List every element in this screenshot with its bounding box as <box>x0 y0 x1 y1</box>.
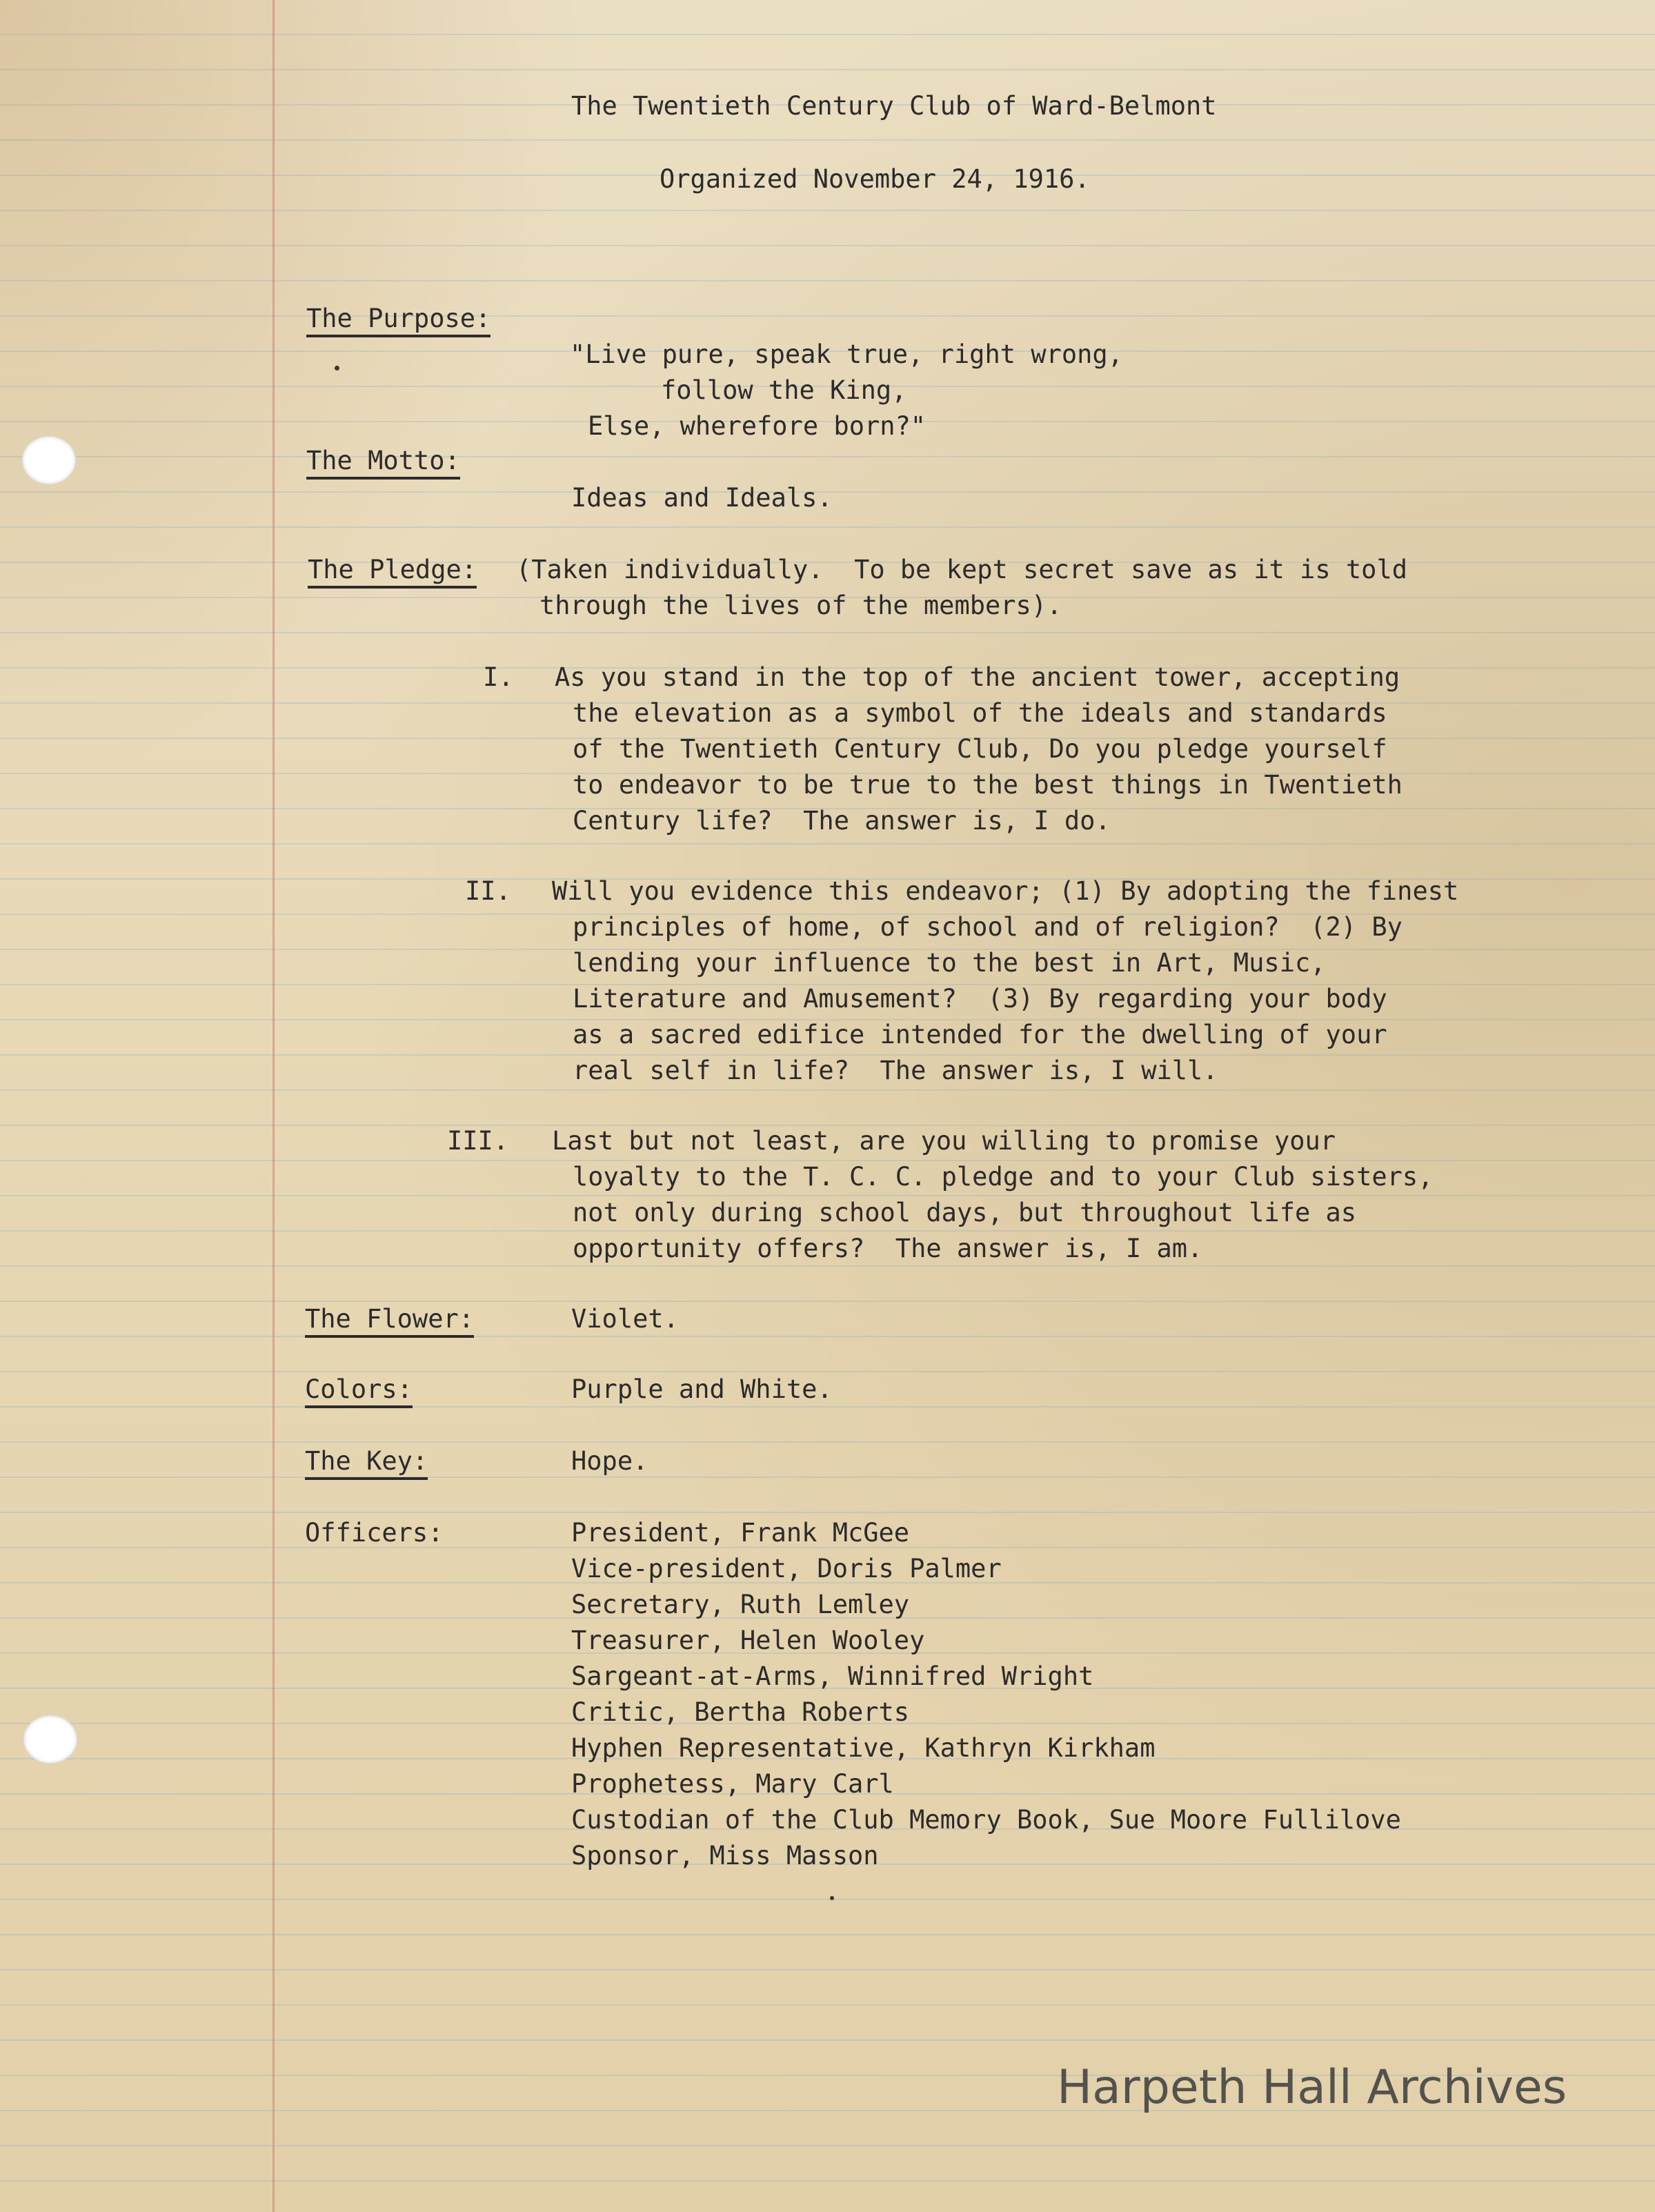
pledge-line: Literature and Amusement? (3) By regarding your body <box>573 984 1387 1014</box>
pledge-line: Last but not least, are you willing to promise your <box>552 1126 1336 1156</box>
archive-watermark: Harpeth Hall Archives <box>1057 2060 1567 2115</box>
pledge-line: not only during school days, but throughout life as <box>573 1198 1357 1227</box>
key-value: Hope. <box>571 1446 648 1476</box>
punch-hole-bottom <box>23 1715 77 1764</box>
stray-ink-dot <box>830 1896 834 1900</box>
purpose-line: "Live pure, speak true, right wrong, <box>570 339 1123 369</box>
key-label: The Key: <box>305 1443 428 1479</box>
pledge-line: lending your influence to the best in Art, Music, <box>573 948 1326 978</box>
punch-hole-top <box>22 436 76 484</box>
officers-label: Officers: <box>305 1518 444 1548</box>
stray-ink-dot <box>335 366 339 371</box>
flower-label: The Flower: <box>305 1301 474 1336</box>
pledge-intro-line: (Taken individually. To be kept secret save as it is told <box>516 555 1408 584</box>
pledge-line: loyalty to the T. C. C. pledge and to your Club sisters, <box>573 1162 1434 1192</box>
pledge-line: Century life? The answer is, I do. <box>573 806 1111 836</box>
officer-entry: Prophetess, Mary Carl <box>571 1769 894 1799</box>
pledge-label: The Pledge: <box>308 552 477 587</box>
document-title: The Twentieth Century Club of Ward-Belmont <box>571 91 1217 121</box>
pledge-line: Will you evidence this endeavor; (1) By adopting the finest <box>552 876 1459 906</box>
organized-date: Organized November 24, 1916. <box>660 164 1090 194</box>
colors-label: Colors: <box>305 1372 413 1407</box>
pledge-line: As you stand in the top of the ancient tower, accepting <box>555 662 1400 692</box>
pledge-line: to endeavor to be true to the best things in Twentieth <box>573 770 1403 800</box>
colors-value: Purple and White. <box>571 1374 833 1404</box>
officer-entry: Sargeant-at-Arms, Winnifred Wright <box>571 1661 1094 1691</box>
officer-entry: Critic, Bertha Roberts <box>571 1697 910 1727</box>
flower-value: Violet. <box>571 1304 679 1334</box>
officer-entry: Vice-president, Doris Palmer <box>571 1554 1002 1583</box>
pledge-line: as a sacred edifice intended for the dwelling of your <box>573 1020 1387 1049</box>
pledge-line: of the Twentieth Century Club, Do you pledge yourself <box>573 734 1387 764</box>
motto-value: Ideas and Ideals. <box>571 483 833 513</box>
motto-label: The Motto: <box>306 443 460 478</box>
pledge-numeral: III. <box>447 1126 509 1156</box>
officer-entry: Sponsor, Miss Masson <box>571 1841 879 1870</box>
pledge-line: the elevation as a symbol of the ideals and standards <box>573 698 1387 728</box>
pledge-line: principles of home, of school and of religion? (2) By <box>573 912 1403 942</box>
pledge-numeral: II. <box>465 876 511 906</box>
officer-entry: Custodian of the Club Memory Book, Sue Moore Fullilove <box>571 1805 1401 1835</box>
purpose-label: The Purpose: <box>306 301 490 336</box>
purpose-line: Else, wherefore born?" <box>588 411 926 441</box>
pledge-line: opportunity offers? The answer is, I am. <box>573 1234 1203 1263</box>
purpose-line: follow the King, <box>661 375 907 405</box>
officer-entry: Treasurer, Helen Wooley <box>571 1626 925 1655</box>
pledge-line: real self in life? The answer is, I will. <box>573 1056 1218 1085</box>
red-margin-line <box>272 0 275 2212</box>
pledge-numeral: I. <box>483 662 514 692</box>
officer-entry: Hyphen Representative, Kathryn Kirkham <box>571 1733 1156 1763</box>
officer-entry: Secretary, Ruth Lemley <box>571 1590 910 1619</box>
pledge-intro-line: through the lives of the members). <box>539 591 1062 620</box>
officer-entry: President, Frank McGee <box>571 1518 910 1548</box>
